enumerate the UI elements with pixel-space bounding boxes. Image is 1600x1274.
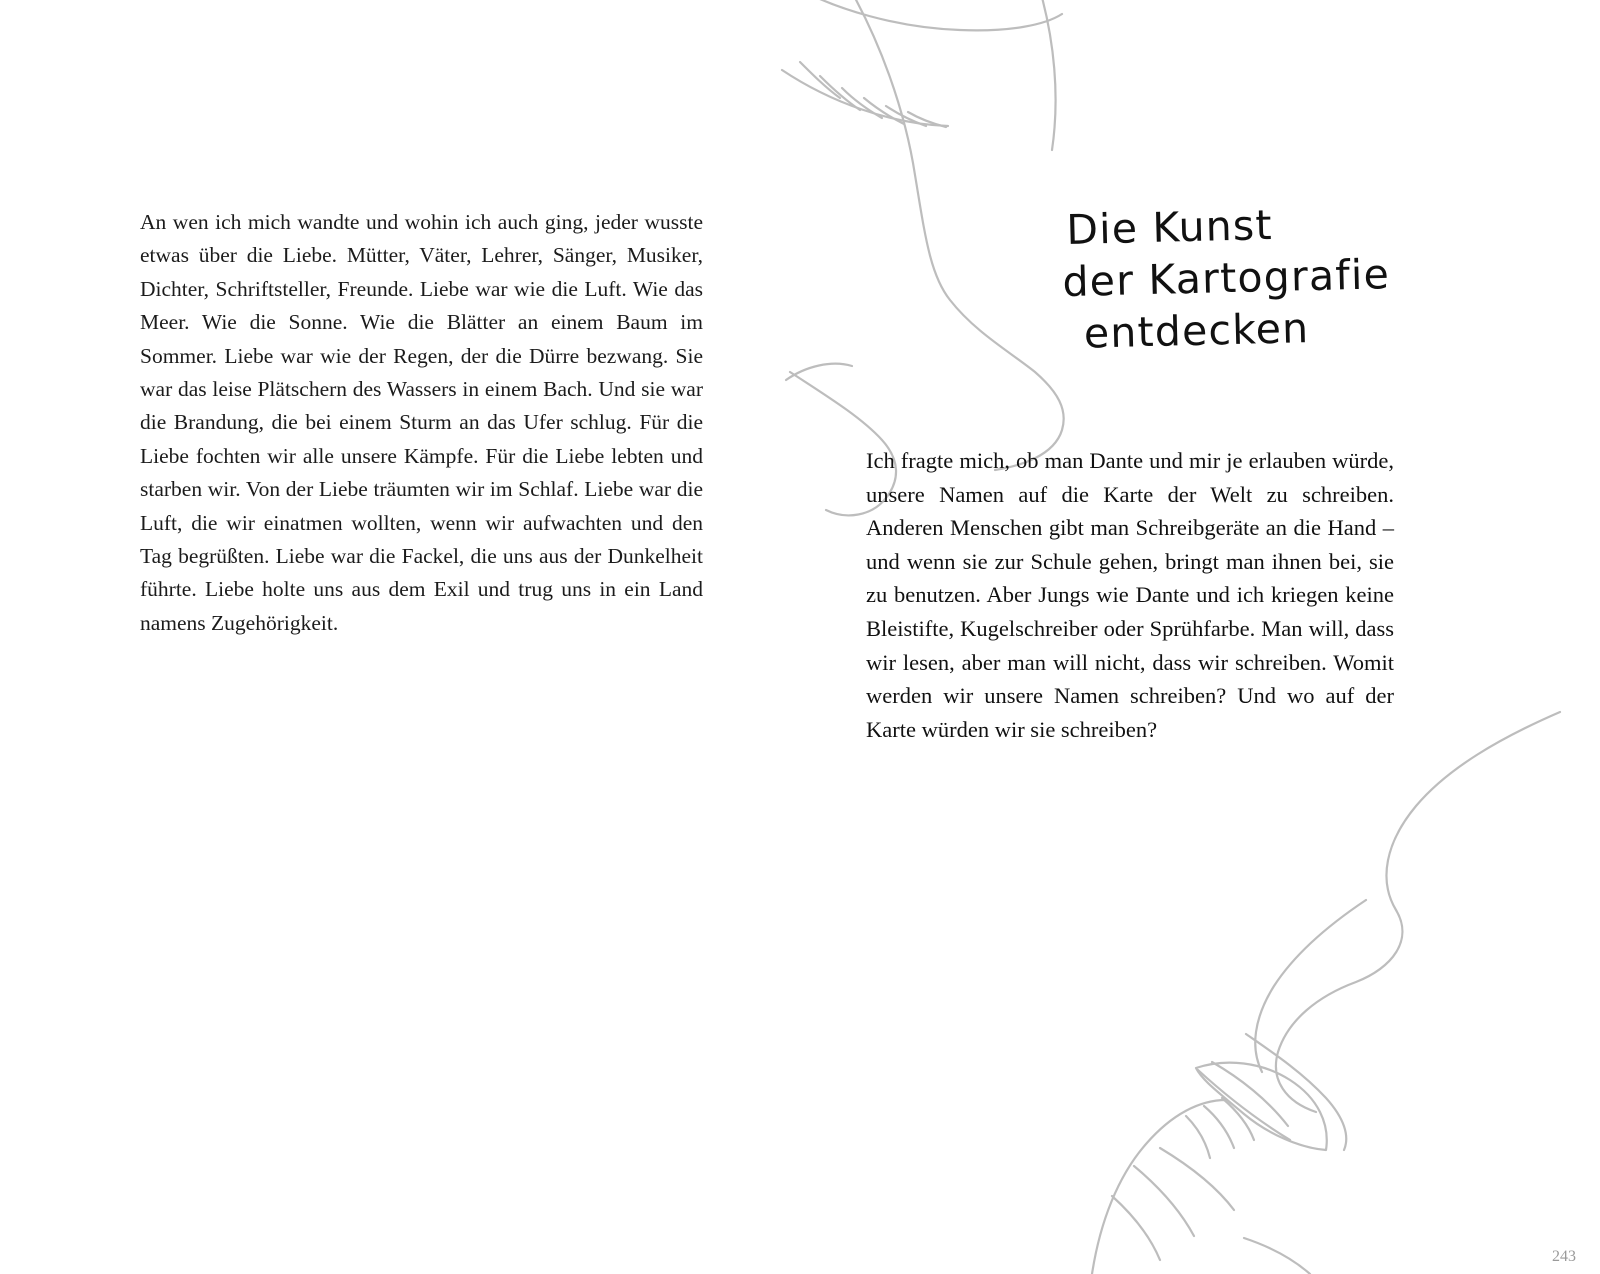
right-paragraph: Ich fragte mich, ob man Dante und mir je erlauben würde, unsere Namen auf die Karte der Welt zu schreiben. Anderen Menschen gibt man Schreibgeräte an die Hand – und wenn sie zur Schule gehen, bringt man ihnen bei, sie zu benutzen. Aber Jungs wie Dante und ich kriegen keine Bleistifte, Kugelschreiber oder Sprühfarbe. Man will, dass wir lesen, aber man will nicht, dass wir schreiben. Womit werden wir unsere Namen schreiben? Und wo auf der Karte würden wir sie schreiben?: [866, 448, 1394, 742]
chapter-title-line-3: entdecken: [1083, 304, 1310, 358]
chapter-title: [866, 196, 1398, 365]
right-text-column: [866, 196, 1394, 769]
chapter-title-line-1: Die Kunst: [1065, 200, 1274, 255]
page-number: 243: [1552, 1248, 1576, 1265]
left-text-column: [140, 206, 703, 640]
left-paragraph: An wen ich mich wandte und wohin ich auch ging, jeder wusste etwas über die Liebe. Mütter, Väter, Lehrer, Sänger, Musiker, Dichter, Schriftsteller, Freunde. Liebe war wie die Luft. Wie das Meer. Wie die Sonne. Wie die Blätter an einem Baum im Sommer. Liebe war wie der Regen, der die Dürre bezwang. Sie war das leise Plätschern des Wassers in einem Bach. Und sie war die Brandung, die bei einem Sturm an das Ufer schlug. Für die Liebe fochten wir alle unsere Kämpfe. Für die Liebe lebten und starben wir. Von der Liebe träumten wir im Schlaf. Liebe war die Luft, die wir einatmen wollten, wenn wir aufwachten und den Tag begrüßten. Liebe war die Fackel, die uns aus der Dunkelheit führte. Liebe holte uns aus dem Exil und trug uns in ein Land namens Zugehörigkeit.: [140, 210, 703, 635]
chapter-title-line-2: der Kartografie: [1061, 250, 1391, 307]
